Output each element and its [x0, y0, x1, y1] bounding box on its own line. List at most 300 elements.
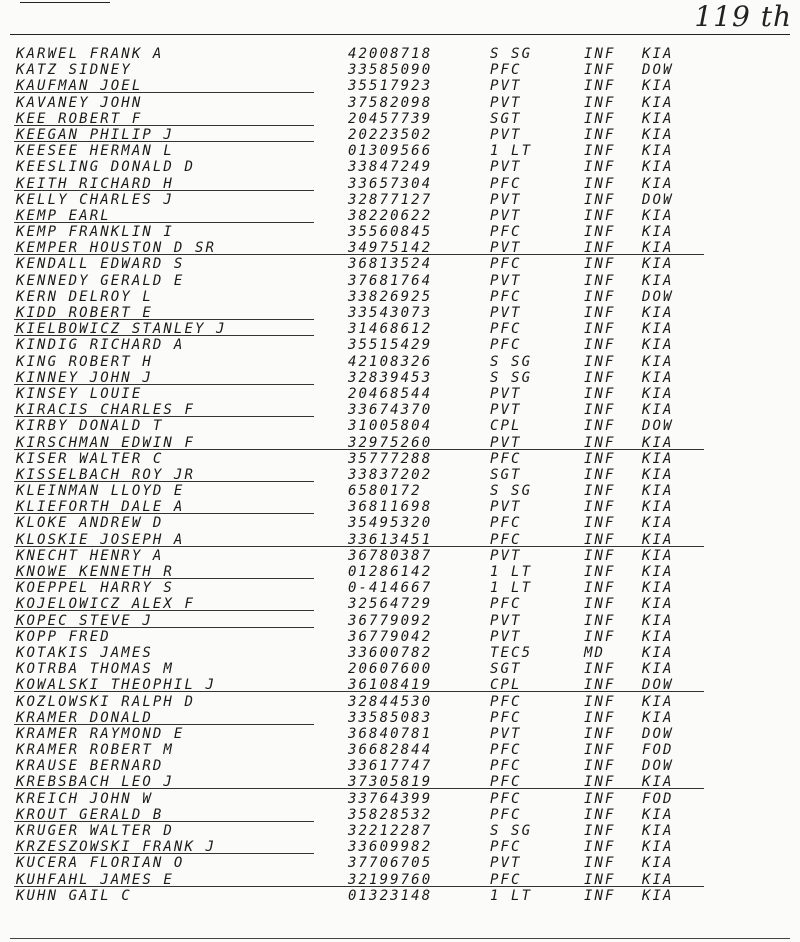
soldier-name: KOTRBA THOMAS M: [16, 661, 174, 678]
serial-number: 33837202: [348, 466, 433, 483]
serial-number: 01286142: [348, 564, 433, 580]
row-underline: [14, 481, 314, 482]
grade: PVT: [490, 159, 522, 176]
grade: 1 LT: [490, 143, 533, 160]
branch: INF: [584, 62, 616, 79]
status: DOW: [642, 191, 674, 208]
grade: SGT: [490, 466, 522, 483]
roster-row: [0, 694, 800, 710]
branch: INF: [584, 596, 616, 613]
handwritten-corner-note: 119 th: [694, 0, 792, 33]
grade: PVT: [490, 305, 522, 321]
grade: PVT: [490, 78, 522, 95]
soldier-name: KINNEY JOHN J: [16, 369, 153, 386]
roster-row: [0, 95, 800, 111]
soldier-name: KEEGAN PHILIP J: [16, 126, 174, 143]
grade: PVT: [490, 191, 522, 208]
roster-row: [0, 839, 800, 855]
row-underline: [14, 222, 314, 223]
row-underline: [14, 92, 314, 93]
soldier-name: KRAUSE BERNARD: [16, 758, 164, 775]
status: KIA: [642, 207, 674, 224]
branch: INF: [584, 402, 616, 419]
status: KIA: [642, 353, 674, 370]
branch: INF: [584, 46, 616, 62]
status: DOW: [642, 758, 674, 775]
branch: INF: [584, 887, 616, 904]
soldier-name: KELLY CHARLES J: [16, 191, 174, 208]
roster-row: [0, 548, 800, 564]
status: KIA: [642, 402, 674, 419]
row-underline: [14, 384, 314, 385]
serial-number: 20223502: [348, 126, 433, 143]
roster-row: [0, 143, 800, 159]
soldier-name: KRAMER DONALD: [16, 709, 153, 726]
grade: PFC: [490, 337, 522, 354]
soldier-name: KOWALSKI THEOPHIL J: [16, 677, 217, 694]
soldier-name: KOEPPEL HARRY S: [16, 580, 174, 597]
grade: PVT: [490, 240, 522, 257]
roster-row: [0, 467, 800, 483]
serial-number: 42108326: [348, 353, 433, 370]
branch: INF: [584, 369, 616, 386]
serial-number: 33617747: [348, 758, 433, 775]
branch: INF: [584, 321, 616, 338]
grade: PFC: [490, 175, 522, 192]
roster-row: [0, 532, 800, 548]
serial-number: 37706705: [348, 855, 433, 872]
soldier-name: KRZESZOWSKI FRANK J: [16, 839, 217, 856]
grade: PFC: [490, 531, 522, 548]
serial-number: 32839453: [348, 369, 433, 386]
serial-number: 33674370: [348, 402, 433, 419]
soldier-name: KRAMER RAYMOND E: [16, 725, 185, 742]
roster-row: [0, 855, 800, 871]
serial-number: 33543073: [348, 305, 433, 321]
serial-number: 32199760: [348, 871, 433, 888]
serial-number: 32564729: [348, 596, 433, 613]
roster-row: [0, 418, 800, 434]
row-underline: [14, 190, 314, 191]
status: KIA: [642, 693, 674, 710]
status: KIA: [642, 110, 674, 127]
status: KIA: [642, 466, 674, 483]
status: KIA: [642, 839, 674, 856]
status: KIA: [642, 483, 674, 500]
grade: CPL: [490, 677, 522, 694]
branch: INF: [584, 466, 616, 483]
soldier-name: KLEINMAN LLOYD E: [16, 483, 185, 500]
soldier-name: KIRSCHMAN EDWIN F: [16, 434, 195, 451]
roster-row: [0, 337, 800, 353]
branch: INF: [584, 839, 616, 856]
soldier-name: KUHFAHL JAMES E: [16, 871, 174, 888]
branch: INF: [584, 871, 616, 888]
serial-number: 32844530: [348, 693, 433, 710]
roster-row: [0, 613, 800, 629]
status: KIA: [642, 272, 674, 289]
casualty-roster: [0, 46, 800, 904]
soldier-name: KUCERA FLORIAN O: [16, 855, 185, 872]
branch: INF: [584, 256, 616, 273]
bottom-rule: [10, 938, 790, 939]
serial-number: 32877127: [348, 191, 433, 208]
grade: PVT: [490, 628, 522, 645]
roster-row: [0, 710, 800, 726]
soldier-name: KOPP FRED: [16, 628, 111, 645]
status: KIA: [642, 823, 674, 839]
roster-row: [0, 758, 800, 774]
roster-row: [0, 726, 800, 742]
row-underline: [14, 319, 314, 320]
soldier-name: KING ROBERT H: [16, 353, 153, 370]
serial-number: 34975142: [348, 240, 433, 257]
grade: PFC: [490, 256, 522, 273]
soldier-name: KINDIG RICHARD A: [16, 337, 185, 354]
serial-number: 37681764: [348, 272, 433, 289]
branch: INF: [584, 628, 616, 645]
status: KIA: [642, 612, 674, 629]
soldier-name: KEESEE HERMAN L: [16, 143, 174, 160]
roster-row: [0, 483, 800, 499]
grade: PFC: [490, 790, 522, 807]
status: KIA: [642, 240, 674, 257]
serial-number: 42008718: [348, 46, 433, 62]
branch: INF: [584, 483, 616, 500]
branch: INF: [584, 434, 616, 451]
serial-number: 33585090: [348, 62, 433, 79]
grade: PFC: [490, 871, 522, 888]
roster-row: [0, 435, 800, 451]
roster-row: [0, 791, 800, 807]
branch: INF: [584, 207, 616, 224]
soldier-name: KOZLOWSKI RALPH D: [16, 693, 195, 710]
status: KIA: [642, 337, 674, 354]
grade: SGT: [490, 110, 522, 127]
soldier-name: KEMP EARL: [16, 207, 111, 224]
branch: INF: [584, 661, 616, 678]
grade: S SG: [490, 46, 533, 62]
row-underline: [14, 578, 314, 579]
branch: INF: [584, 758, 616, 775]
roster-row: [0, 46, 800, 62]
status: KIA: [642, 806, 674, 823]
serial-number: 36813524: [348, 256, 433, 273]
status: FOD: [642, 742, 674, 759]
soldier-name: KEMPER HOUSTON D SR: [16, 240, 217, 257]
status: KIA: [642, 46, 674, 62]
soldier-name: KLOKE ANDREW D: [16, 515, 164, 532]
top-rule-short: [20, 2, 110, 3]
grade: PVT: [490, 402, 522, 419]
branch: INF: [584, 385, 616, 402]
status: KIA: [642, 855, 674, 872]
serial-number: 36811698: [348, 499, 433, 516]
status: KIA: [642, 515, 674, 532]
serial-number: 33585083: [348, 709, 433, 726]
status: KIA: [642, 871, 674, 888]
soldier-name: KEMP FRANKLIN I: [16, 224, 174, 241]
status: KIA: [642, 709, 674, 726]
branch: INF: [584, 580, 616, 597]
branch: INF: [584, 272, 616, 289]
grade: S SG: [490, 823, 533, 839]
roster-row: [0, 402, 800, 418]
serial-number: 33613451: [348, 531, 433, 548]
branch: INF: [584, 855, 616, 872]
serial-number: 33764399: [348, 790, 433, 807]
branch: INF: [584, 143, 616, 160]
soldier-name: KEITH RICHARD H: [16, 175, 174, 192]
branch: INF: [584, 806, 616, 823]
grade: PFC: [490, 596, 522, 613]
roster-row: [0, 564, 800, 580]
status: KIA: [642, 774, 674, 791]
branch: INF: [584, 353, 616, 370]
grade: TEC5: [490, 644, 533, 661]
status: DOW: [642, 725, 674, 742]
branch: INF: [584, 499, 616, 516]
grade: PVT: [490, 855, 522, 872]
branch: INF: [584, 305, 616, 321]
serial-number: 6580172: [348, 483, 422, 500]
grade: PFC: [490, 806, 522, 823]
roster-row: [0, 596, 800, 612]
grade: PVT: [490, 499, 522, 516]
serial-number: 33600782: [348, 644, 433, 661]
status: KIA: [642, 159, 674, 176]
serial-number: 35828532: [348, 806, 433, 823]
roster-row: [0, 386, 800, 402]
branch: INF: [584, 531, 616, 548]
roster-row: [0, 176, 800, 192]
roster-row: [0, 872, 800, 888]
serial-number: 36682844: [348, 742, 433, 759]
status: KIA: [642, 644, 674, 661]
branch: INF: [584, 337, 616, 354]
grade: PFC: [490, 321, 522, 338]
soldier-name: KOPEC STEVE J: [16, 612, 153, 629]
serial-number: 37582098: [348, 94, 433, 111]
grade: PFC: [490, 709, 522, 726]
row-underline: [14, 886, 704, 887]
branch: INF: [584, 612, 616, 629]
top-rule: [10, 34, 790, 35]
serial-number: 37305819: [348, 774, 433, 791]
soldier-name: KENDALL EDWARD S: [16, 256, 185, 273]
grade: 1 LT: [490, 580, 533, 597]
serial-number: 33826925: [348, 288, 433, 305]
row-underline: [14, 254, 704, 255]
serial-number: 38220622: [348, 207, 433, 224]
status: KIA: [642, 305, 674, 321]
branch: INF: [584, 240, 616, 257]
grade: PVT: [490, 272, 522, 289]
row-underline: [14, 546, 704, 547]
roster-row: [0, 321, 800, 337]
soldier-name: KUHN GAIL C: [16, 887, 132, 904]
grade: PVT: [490, 126, 522, 143]
serial-number: 20468544: [348, 385, 433, 402]
serial-number: 35495320: [348, 515, 433, 532]
branch: MD: [584, 644, 606, 661]
grade: PFC: [490, 839, 522, 856]
grade: PVT: [490, 725, 522, 742]
soldier-name: KENNEDY GERALD E: [16, 272, 185, 289]
soldier-name: KARWEL FRANK A: [16, 46, 164, 62]
branch: INF: [584, 693, 616, 710]
serial-number: 36779042: [348, 628, 433, 645]
status: KIA: [642, 94, 674, 111]
row-underline: [14, 853, 314, 854]
branch: INF: [584, 450, 616, 467]
branch: INF: [584, 288, 616, 305]
roster-row: [0, 240, 800, 256]
soldier-name: KROUT GERALD B: [16, 806, 164, 823]
grade: PVT: [490, 385, 522, 402]
soldier-name: KISSELBACH ROY JR: [16, 466, 195, 483]
roster-row: [0, 515, 800, 531]
row-underline: [14, 335, 314, 336]
branch: INF: [584, 677, 616, 694]
roster-row: [0, 192, 800, 208]
serial-number: 35517923: [348, 78, 433, 95]
serial-number: 32975260: [348, 434, 433, 451]
status: KIA: [642, 661, 674, 678]
branch: INF: [584, 515, 616, 532]
grade: PFC: [490, 450, 522, 467]
row-underline: [14, 513, 314, 514]
roster-row: [0, 774, 800, 790]
roster-row: [0, 645, 800, 661]
status: KIA: [642, 369, 674, 386]
status: KIA: [642, 434, 674, 451]
roster-row: [0, 208, 800, 224]
serial-number: 01309566: [348, 143, 433, 160]
branch: INF: [584, 126, 616, 143]
roster-row: [0, 127, 800, 143]
soldier-name: KNOWE KENNETH R: [16, 564, 174, 580]
branch: INF: [584, 175, 616, 192]
soldier-name: KISER WALTER C: [16, 450, 164, 467]
roster-row: [0, 111, 800, 127]
branch: INF: [584, 725, 616, 742]
serial-number: 33657304: [348, 175, 433, 192]
soldier-name: KATZ SIDNEY: [16, 62, 132, 79]
serial-number: 35777288: [348, 450, 433, 467]
status: KIA: [642, 547, 674, 564]
branch: INF: [584, 191, 616, 208]
status: KIA: [642, 78, 674, 95]
grade: PFC: [490, 758, 522, 775]
roster-row: [0, 742, 800, 758]
soldier-name: KIRBY DONALD T: [16, 418, 164, 435]
grade: PVT: [490, 207, 522, 224]
row-underline: [14, 627, 314, 628]
grade: PFC: [490, 742, 522, 759]
serial-number: 20457739: [348, 110, 433, 127]
status: KIA: [642, 596, 674, 613]
row-underline: [14, 416, 314, 417]
roster-row: [0, 289, 800, 305]
roster-row: [0, 451, 800, 467]
roster-row: [0, 370, 800, 386]
soldier-name: KEE ROBERT F: [16, 110, 143, 127]
row-underline: [14, 821, 314, 822]
status: KIA: [642, 499, 674, 516]
soldier-name: KAUFMAN JOEL: [16, 78, 143, 95]
status: KIA: [642, 126, 674, 143]
serial-number: 0-414667: [348, 580, 433, 597]
branch: INF: [584, 823, 616, 839]
grade: SGT: [490, 661, 522, 678]
branch: INF: [584, 159, 616, 176]
status: DOW: [642, 62, 674, 79]
serial-number: 35515429: [348, 337, 433, 354]
roster-row: [0, 823, 800, 839]
status: DOW: [642, 288, 674, 305]
soldier-name: KREICH JOHN W: [16, 790, 153, 807]
grade: PFC: [490, 774, 522, 791]
branch: INF: [584, 742, 616, 759]
serial-number: 31005804: [348, 418, 433, 435]
grade: 1 LT: [490, 564, 533, 580]
grade: PFC: [490, 515, 522, 532]
soldier-name: KRAMER ROBERT M: [16, 742, 174, 759]
branch: INF: [584, 547, 616, 564]
roster-row: [0, 807, 800, 823]
row-underline: [14, 788, 704, 789]
soldier-name: KOTAKIS JAMES: [16, 644, 153, 661]
roster-row: [0, 62, 800, 78]
roster-row: [0, 629, 800, 645]
roster-row: [0, 354, 800, 370]
roster-row: [0, 256, 800, 272]
row-underline: [14, 610, 314, 611]
soldier-name: KOJELOWICZ ALEX F: [16, 596, 195, 613]
roster-row: [0, 159, 800, 175]
grade: S SG: [490, 353, 533, 370]
roster-row: [0, 499, 800, 515]
grade: CPL: [490, 418, 522, 435]
grade: PVT: [490, 94, 522, 111]
status: KIA: [642, 321, 674, 338]
status: DOW: [642, 418, 674, 435]
grade: 1 LT: [490, 887, 533, 904]
status: KIA: [642, 887, 674, 904]
status: FOD: [642, 790, 674, 807]
roster-row: [0, 888, 800, 904]
status: KIA: [642, 175, 674, 192]
branch: INF: [584, 790, 616, 807]
roster-row: [0, 305, 800, 321]
soldier-name: KAVANEY JOHN: [16, 94, 143, 111]
grade: PVT: [490, 434, 522, 451]
status: KIA: [642, 580, 674, 597]
status: KIA: [642, 628, 674, 645]
serial-number: 33847249: [348, 159, 433, 176]
roster-row: [0, 677, 800, 693]
soldier-name: KIRACIS CHARLES F: [16, 402, 195, 419]
branch: INF: [584, 224, 616, 241]
status: KIA: [642, 143, 674, 160]
status: KIA: [642, 256, 674, 273]
row-underline: [14, 691, 704, 692]
soldier-name: KREBSBACH LEO J: [16, 774, 174, 791]
soldier-name: KIDD ROBERT E: [16, 305, 153, 321]
grade: PFC: [490, 288, 522, 305]
soldier-name: KRUGER WALTER D: [16, 823, 174, 839]
